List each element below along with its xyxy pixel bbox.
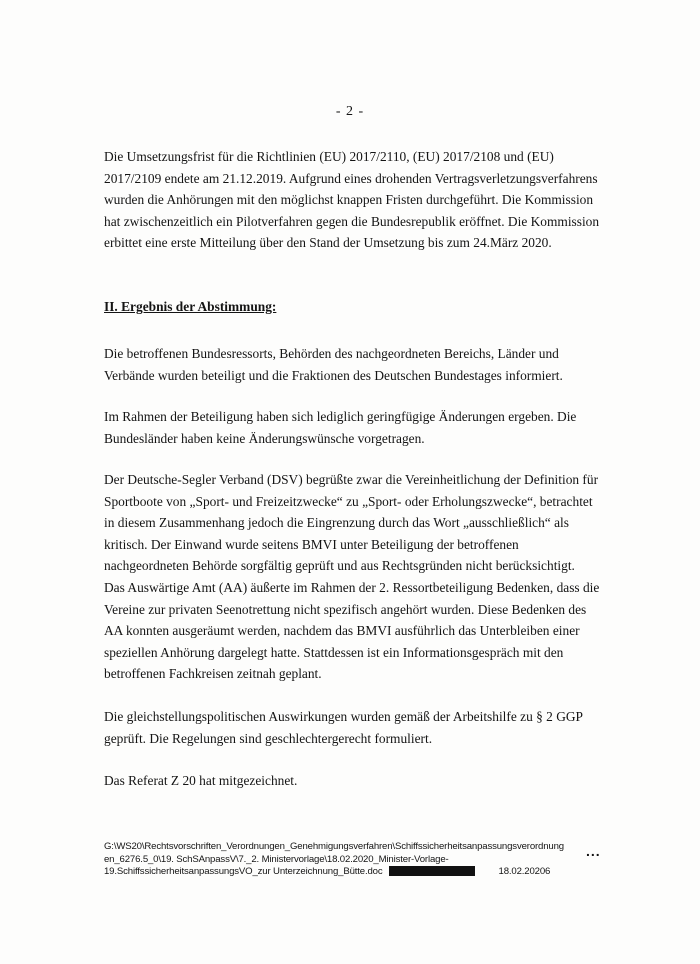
paragraph-foreign-office: Das Auswärtige Amt (AA) äußerte im Rahmen der 2. Ressortbeteiligung Bedenken, dass die Vereine zur privaten Seenotrettung nicht spezifisch angehört wurden. Diese Bedenken des AA konnten ausgeräumt werden, nachdem das BMVI ausführlich das Unterbleiben einer speziellen Anhörung dargelegt hatte. Stattdessen ist ein Informationsgespräch mit den betroffenen Fachkreisen zeitnah geplant. bbox=[104, 580, 600, 681]
footer-path-line-3 bbox=[104, 866, 584, 879]
footer-path-line-1: G:\WS20\Rechtsvorschriften_Verordnungen_Genehmigungsverfahren\Schiffssicherheitsanpassungsverordnung bbox=[104, 841, 564, 852]
page-number: - 2 - bbox=[335, 104, 365, 119]
footer-ellipsis: ... bbox=[586, 843, 601, 859]
paragraph-participants: Die betroffenen Bundesressorts, Behörden des nachgeordneten Bereichs, Länder und Verbände wurden beteiligt und die Fraktionen des Deutschen Bundestages informiert. bbox=[104, 346, 563, 383]
file-path-footer bbox=[104, 841, 584, 879]
section-heading: II. Ergebnis der Abstimmung: bbox=[104, 299, 277, 314]
footer-filename: 19.SchiffssicherheitsanpassungsVO_zur Unterzeichnung_Bütte.doc bbox=[104, 866, 383, 877]
footer-date: 18.02.20206 bbox=[498, 866, 551, 877]
footer-path-line-2: en_6276.5_0\19. SchSAnpassV\7._2. Ministervorlage\18.02.2020_Minister-Vorlage- bbox=[104, 853, 449, 865]
paragraph-dsv-objection: Der Deutsche-Segler Verband (DSV) begrüßte zwar die Vereinheitlichung der Definition für Sportboote von „Sport- und Freizeitzwecke“ zu „Sport- oder Erholungszwecke“, betrachtet in diesem Zusammenhang jedoch die Eingrenzung durch das Wort „ausschließlich“ als kritisch. Der Einwand wurde seitens BMVI unter Beteiligung der betroffenen nachgeordneten Behörde sorgfältig geprüft und aus Rechtsgründen nicht berücksichtigt. bbox=[104, 472, 599, 573]
paragraph-implementation-deadline: Die Umsetzungsfrist für die Richtlinien (EU) 2017/2110, (EU) 2017/2108 und (EU) 2017/2109 endete am 21.12.2019. Aufgrund eines drohenden Vertragsverletzungsverfahrens wurden die Anhörungen mit den möglichst knappen Fristen durchgeführt. Die Kommission hat zwischenzeitlich ein Pilotverfahren gegen die Bundesrepublik eröffnet. Die Kommission erbittet eine erste Mitteilung über den Stand der Umsetzung bis zum 24.März 2020. bbox=[104, 149, 600, 250]
paragraph-cosigned: Das Referat Z 20 hat mitgezeichnet. bbox=[104, 773, 298, 788]
redaction-bar bbox=[389, 866, 475, 876]
paragraph-gender-equality: Die gleichstellungspolitischen Auswirkungen wurden gemäß der Arbeitshilfe zu § 2 GGP geprüft. Die Regelungen sind geschlechtergerecht formuliert. bbox=[104, 709, 583, 746]
paragraph-minor-changes: Im Rahmen der Beteiligung haben sich lediglich geringfügige Änderungen ergeben. Die Bundesländer haben keine Änderungswünsche vorgetragen. bbox=[104, 409, 577, 446]
